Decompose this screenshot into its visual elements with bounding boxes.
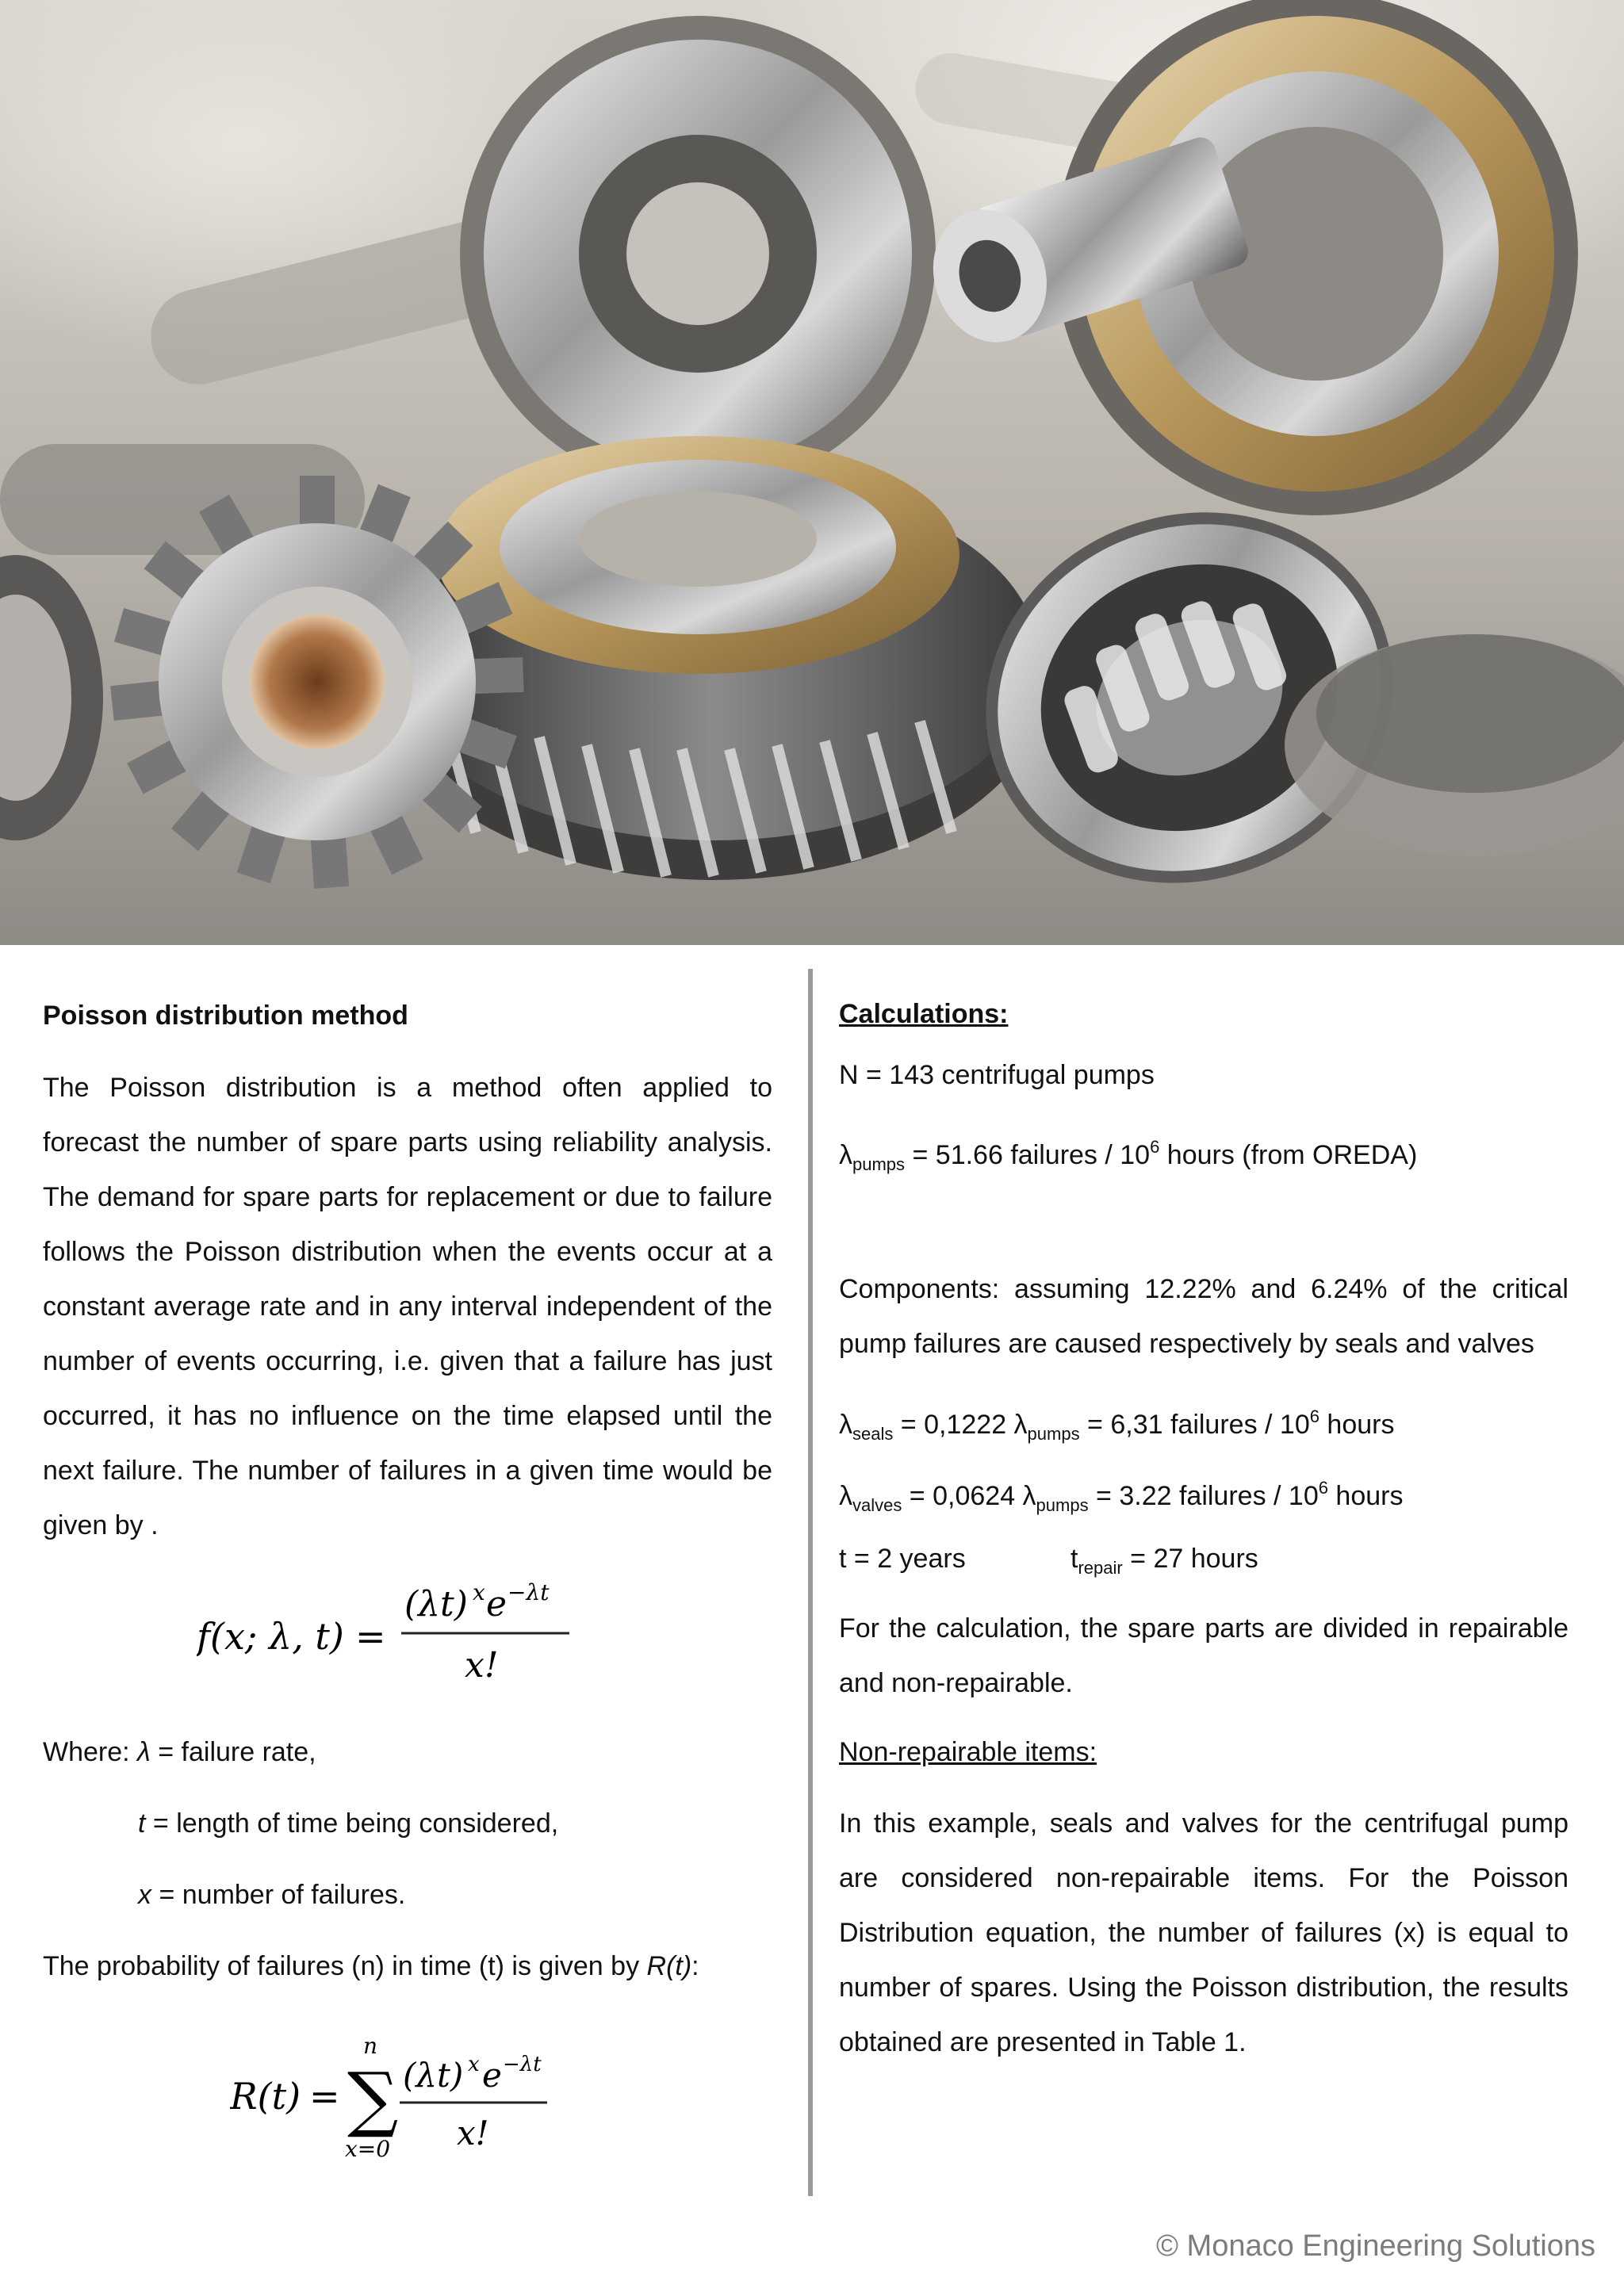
gears-photo-icon (0, 0, 1624, 945)
calculations-heading: Calculations: (839, 999, 1009, 1029)
svg-text:=: = (309, 2075, 340, 2118)
lambda-seals-line: $\lambda_{seals} = 0,1222$ $\lambda_{pumps} = 6,31$ failures / $10^6$ hours (839, 1406, 1395, 1444)
svg-text:x=0: x=0 (345, 2136, 391, 2162)
svg-text:e: e (486, 1584, 508, 1624)
calculation-paragraph: For the calculation, the spare parts are divided in repairable and non-repairable. (839, 1613, 1568, 1698)
lambda-pumps-line: $\lambda_{pumps} = 51.66$ failures / $10^6$ hours (from OREDA) (839, 1137, 1418, 1174)
svg-text:=: = (355, 1615, 386, 1658)
svg-text:−λt: −λt (508, 1579, 550, 1605)
lambda-valves-line: $\lambda_{valves} = 0,0624$ $\lambda_{pumps} = 3.22$ failures / $10^6$ hours (839, 1478, 1404, 1515)
section-heading: Poisson distribution method (43, 1001, 408, 1031)
poisson-cdf-formula (230, 2030, 579, 2164)
svg-text:f(x; λ, t): f(x; λ, t) (197, 1615, 344, 1658)
pump-count-line: N = 143 centrifugal pumps (839, 1060, 1155, 1090)
repair-time-line: $t_{repair} = 27$ hours (1071, 1544, 1258, 1578)
svg-text:∑: ∑ (347, 2057, 399, 2141)
intro-paragraph: The Poisson distribution is a method often applied to forecast the number of spare parts using reliability analysis. The demand for spare parts for replacement or due to failure follows the Poisson distribution when the events occur at a constant average rate and in any interval independent of the number of events occurring, i.e. given that a failure has just occurred, it has no influence on the time elapsed until the next failure. The number of failures in a given time would be given by . (43, 1073, 772, 1540)
where-t-line: t = length of time being considered, (138, 1808, 559, 1839)
column-divider (808, 969, 813, 2196)
non-repairable-heading: Non-repairable items: (839, 1737, 1097, 1767)
where-lambda-line: Where: λ = failure rate, (43, 1737, 316, 1767)
header-photo (0, 0, 1624, 945)
svg-text:−λt: −λt (503, 2053, 542, 2076)
svg-text:x: x (468, 2053, 480, 2076)
components-paragraph: Components: assuming 12.22% and 6.24% of the critical pump failures are caused respectively by seals and valves (839, 1274, 1568, 1359)
copyright-footer: © Monaco Engineering Solutions (1155, 2229, 1595, 2263)
svg-text:n: n (363, 2033, 378, 2059)
svg-text:x: x (473, 1579, 485, 1605)
svg-text:(λt): (λt) (403, 2056, 464, 2095)
time-line: t = 2 years (839, 1544, 966, 1574)
svg-text:x!: x! (465, 1645, 499, 1686)
poisson-pmf-formula (197, 1578, 577, 1689)
svg-text:x!: x! (457, 2114, 489, 2152)
where-x-line: x = number of failures. (138, 1880, 406, 1910)
svg-text:(λt): (λt) (404, 1584, 468, 1624)
non-repairable-paragraph: In this example, seals and valves for the centrifugal pump are considered non-repairable items. For the Poisson Distribution equation, the number of failures (x) is equal to number of spares. Using the Poisson distribution, the results obtained are presented in Table 1. (839, 1808, 1568, 2057)
probability-line: The probability of failures (n) in time (t) is given by R(t): (43, 1951, 699, 1981)
svg-text:e: e (482, 2056, 502, 2095)
svg-text:R(t): R(t) (230, 2075, 301, 2118)
